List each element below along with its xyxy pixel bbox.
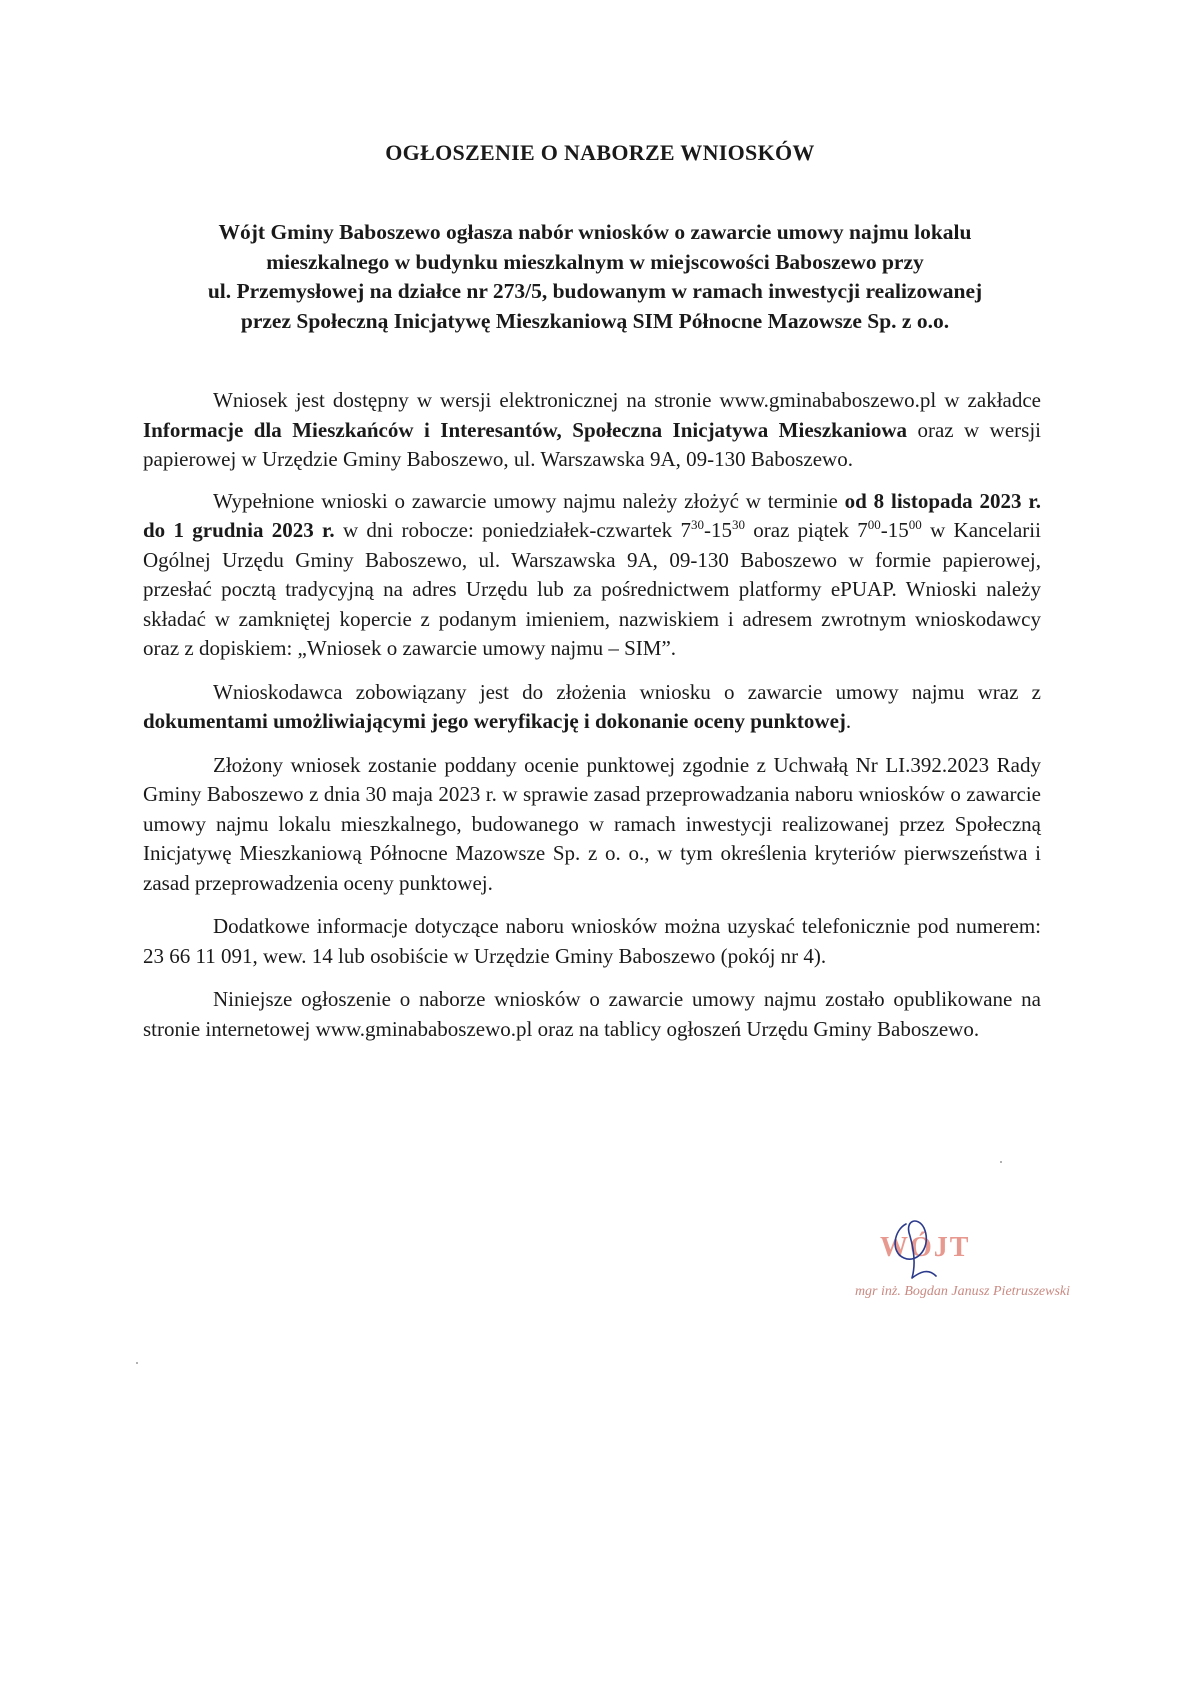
signatory-name: mgr inż. Bogdan Janusz Pietruszewski: [854, 1284, 1070, 1299]
paragraph-evaluation: Złożony wniosek zostanie poddany ocenie punktowej zgodnie z Uchwałą Nr LI.392.2023 Rady Gminy Baboszewo z dnia 30 maja 2023 r. w sprawie zasad przeprowadzania naboru wniosków o zawarcie umowy najmu lokalu mieszkalnego, budowanego w ramach inwestycji realizowanej przez Społeczną Inicjatywę Mieszkaniową Północne Mazowsze Sp. z o. o., w tym określenia kryteriów pierwszeństwa i zasad przeprowadzenia oceny punktowej.: [143, 752, 1041, 895]
heading-line: przez Społeczną Inicjatywę Mieszkaniową SIM Północne Mazowsze Sp. z o.o.: [240, 308, 950, 333]
scan-speck: [136, 1362, 138, 1364]
official-stamp: WÓJT: [880, 1232, 971, 1263]
paragraph-documents: Wnioskodawca zobowiązany jest do złożenia wniosku o zawarcie umowy najmu wraz z dokumentami umożliwiającymi jego weryfikację i dokonanie oceny punktowej.: [143, 679, 1041, 733]
document-body: [143, 386, 1041, 1058]
scan-speck: [1000, 1161, 1002, 1163]
paragraph-contact: Dodatkowe informacje dotyczące naboru wniosków można uzyskać telefonicznie pod numerem: 23 66 11 091, wew. 14 lub osobiście w Urzędzie Gminy Baboszewo (pokój nr 4).: [143, 914, 1041, 968]
heading-line: Wójt Gminy Baboszewo ogłasza nabór wniosków o zawarcie umowy najmu lokalu: [218, 220, 972, 244]
announcement-heading: [150, 218, 1040, 336]
handwritten-signature: [876, 1206, 966, 1286]
heading-line: mieszkalnego w budynku mieszkalnym w miejscowości Baboszewo przy: [266, 249, 924, 274]
signature-block: [790, 1200, 1070, 1320]
paragraph-submission: Wypełnione wnioski o zawarcie umowy najmu należy złożyć w terminie od 8 listopada 2023 r. do 1 grudnia 2023 r. w dni robocze: poniedziałek-czwartek $7^{30}-15^{30}$ oraz piątek $7^{00}-15^{00}$ w Kancelarii Ogólnej Urzędu Gminy Baboszewo, ul. Warszawska 9A, 09-130 Baboszewo w formie papierowej, przesłać pocztą tradycyjną na adres Urzędu lub za pośrednictwem platformy ePUAP. Wnioski należy składać w zamkniętej kopercie z podanym imieniem, nazwiskiem i adresem zwrotnym wnioskodawcy oraz z dopiskiem: „Wniosek o zawarcie umowy najmu – SIM”.: [143, 488, 1042, 660]
paragraph-availability: Wniosek jest dostępny w wersji elektronicznej na stronie www.gminababoszewo.pl w zakładce Informacje dla Mieszkańców i Interesantów, Społeczna Inicjatywa Mieszkaniowa oraz w wersji papierowej w Urzędzie Gminy Baboszewo, ul. Warszawska 9A, 09-130 Baboszewo.: [143, 388, 1041, 471]
paragraph-publication: Niniejsze ogłoszenie o naborze wniosków o zawarcie umowy najmu zostało opublikowane na stronie internetowej www.gminababoszewo.pl oraz na tablicy ogłoszeń Urzędu Gminy Baboszewo.: [143, 987, 1041, 1041]
heading-line: ul. Przemysłowej na działce nr 273/5, budowanym w ramach inwestycji realizowanej: [207, 279, 983, 303]
document-title: OGŁOSZENIE O NABORZE WNIOSKÓW: [385, 140, 815, 165]
